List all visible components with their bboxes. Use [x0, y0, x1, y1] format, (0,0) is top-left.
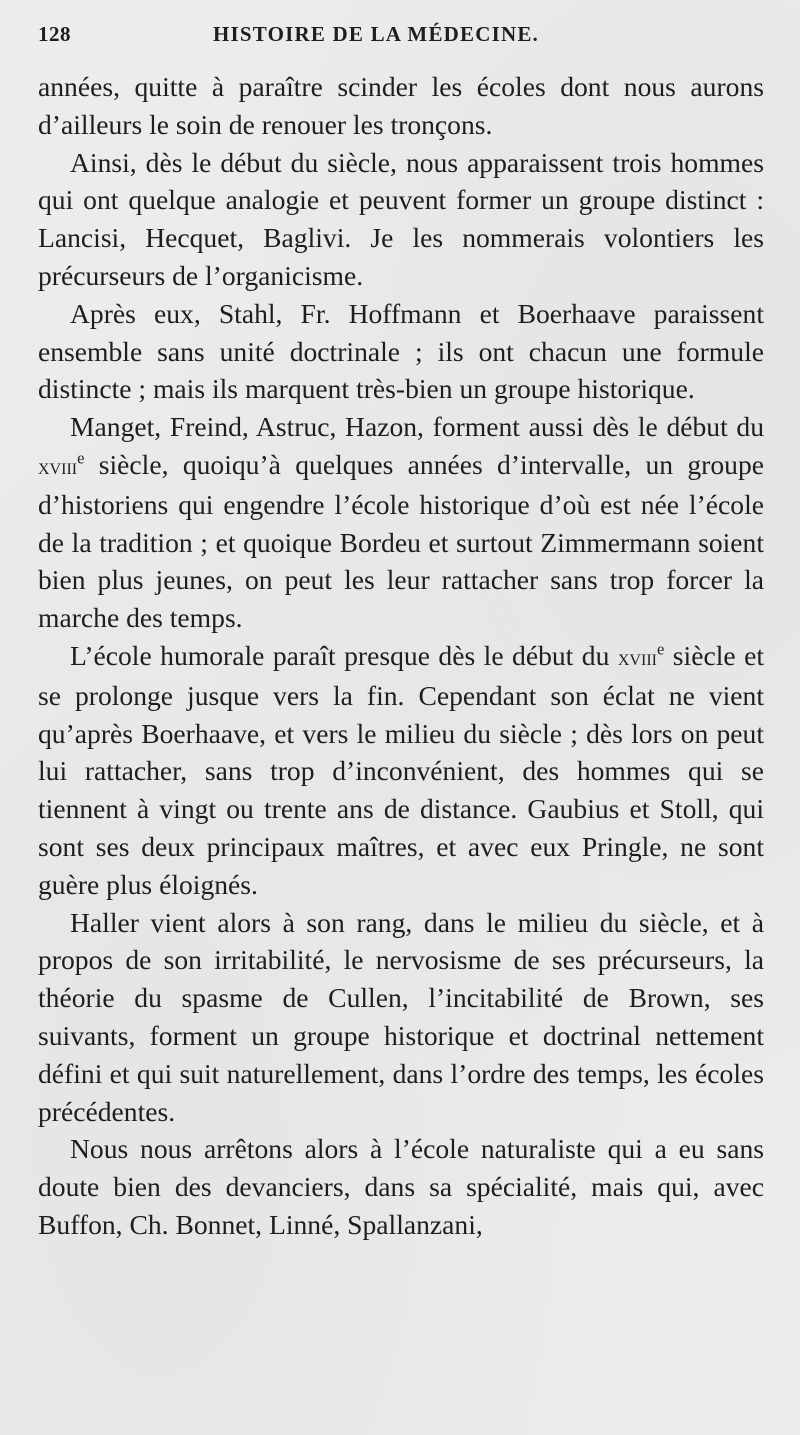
paragraph-naturalist-school: Nous nous arrêtons alors à l’école naturaliste qui a eu sans doute bien des devanciers, dans sa spécialité, mais qui, avec Buffon, Ch. Bonnet, Linné, Spallanzani, — [38, 1133, 764, 1240]
paragraph-text: siècle, quoiqu’à quelques années d’intervalle, un groupe d’historiens qui engendre l’école historique d’où est née l’école de la tradition ; et quoique Bordeu et surtout Zimmermann soient bien plus jeunes, on peut les leur rattacher sans trop forcer la marche des temps. — [38, 448, 764, 634]
paragraph-stahl-hoffmann-boerhaave: Après eux, Stahl, Fr. Hoffmann et Boerhaave paraissent ensemble sans unité doctrinale ; ils ont chacun une formule distincte ; mais ils marquent très-bien un groupe historique. — [38, 297, 764, 405]
paragraph-precursors: Ainsi, dès le début du siècle, nous apparaissent trois hommes qui ont quelque analogie et peuvent former un groupe distinct : Lancisi, Hecquet, Baglivi. Je les nommerais volontiers les précurseurs de l’organicisme. — [38, 146, 764, 291]
ordinal-suffix: e — [77, 448, 85, 468]
paragraph-haller: Haller vient alors à son rang, dans le milieu du siècle, et à propos de son irritabilité, le nervosisme de ses précurseurs, la théorie du spasme de Cullen, l’incitabilité de Brown, ses suivants, forment un groupe historique et doctrinal nettement défini et qui suit naturellement, dans l’ordre des temps, les écoles précédentes. — [38, 906, 764, 1127]
running-head — [38, 22, 764, 68]
paragraph-text: L’école humorale paraît presque dès le début du — [70, 639, 618, 671]
body-text — [38, 68, 764, 1244]
century-numeral: xviii — [617, 644, 657, 670]
paragraph-text: siècle et se prolonge jusque vers la fin. Cependant son éclat ne vient qu’après Boerhaave, et vers le milieu du siècle ; dès lors on peut lui rattacher, sans trop d’inconvénient, des hommes qui se tiennent à vingt ou trente ans de distance. Gaubius et Stoll, qui sont ses deux principaux maîtres, et avec eux Pringle, ne sont guère plus éloignés. — [38, 639, 764, 900]
paragraph-historians — [38, 408, 764, 637]
paragraph-humoral-school — [38, 637, 764, 904]
paragraph-continuation: années, quitte à paraître scinder les écoles dont nous aurons d’ailleurs le soin de renouer les tronçons. — [38, 71, 764, 140]
ordinal-suffix: e — [656, 639, 665, 659]
running-title: HISTOIRE DE LA MÉDECINE. — [213, 22, 539, 46]
page-number: 128 — [38, 22, 71, 46]
paragraph-text: Manget, Freind, Astruc, Hazon, forment aussi dès le début du — [70, 411, 764, 443]
century-numeral: xviii — [38, 453, 78, 479]
